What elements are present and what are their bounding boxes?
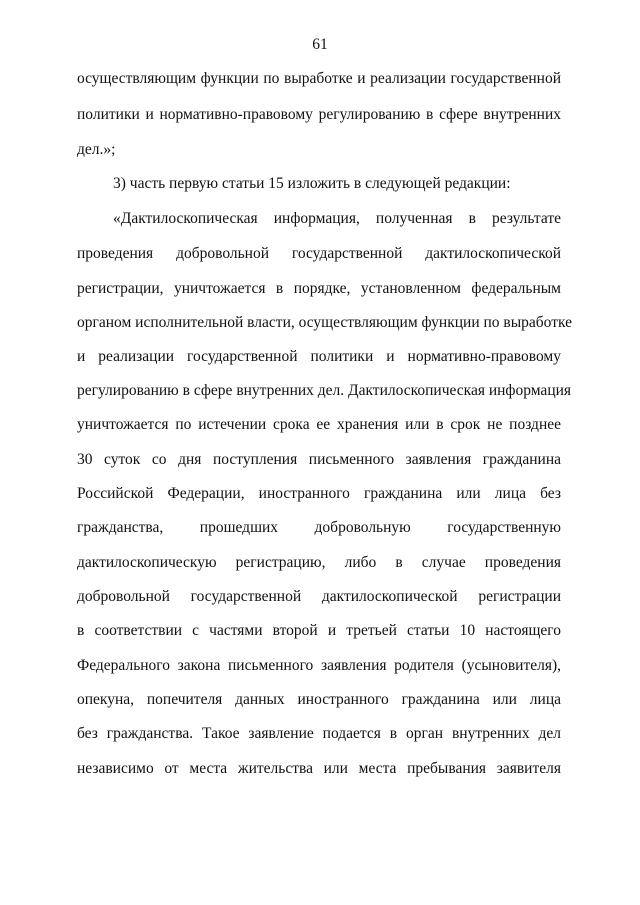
quote-line: без гражданства. Такое заявление подается в орган внутренних дел [77, 725, 561, 742]
text-line: политики и нормативно-правовому регулированию в сфере внутренних [77, 106, 561, 123]
quote-line: опекуна, попечителя данных иностранного гражданина или лица [77, 691, 561, 708]
quote-line: независимо от места жительства или места пребывания заявителя [77, 760, 561, 777]
quote-line: регулированию в сфере внутренних дел. Дактилоскопическая информация [77, 382, 572, 399]
quote-line: проведения добровольной государственной дактилоскопической [77, 245, 561, 262]
quote-line: и реализации государственной политики и нормативно-правовому [77, 348, 561, 365]
quote-line: гражданства, прошедших добровольную государственную [77, 519, 561, 536]
quote-line: дактилоскопическую регистрацию, либо в случае проведения [77, 554, 561, 571]
quote-line: добровольной государственной дактилоскопической регистрации [77, 588, 561, 605]
text-line: дел.»; [77, 141, 116, 158]
quote-line: Российской Федерации, иностранного гражданина или лица без [77, 485, 561, 502]
quote-line: 30 суток со дня поступления письменного заявления гражданина [77, 451, 561, 468]
list-item-heading: 3) часть первую статьи 15 изложить в следующей редакции: [113, 175, 511, 192]
quote-line: в соответствии с частями второй и третьей статьи 10 настоящего [77, 622, 561, 639]
text-line: осуществляющим функции по выработке и реализации государственной [77, 70, 561, 87]
page-number: 61 [312, 36, 328, 53]
quote-line: регистрации, уничтожается в порядке, установленном федеральным [77, 280, 561, 297]
quote-line: уничтожается по истечении срока ее хранения или в срок не позднее [77, 416, 561, 433]
quote-line: органом исполнительной власти, осуществляющим функции по выработке [77, 314, 573, 331]
quote-line: Федерального закона письменного заявления родителя (усыновителя), [77, 657, 561, 674]
quote-line: «Дактилоскопическая информация, полученная в результате [113, 210, 561, 227]
